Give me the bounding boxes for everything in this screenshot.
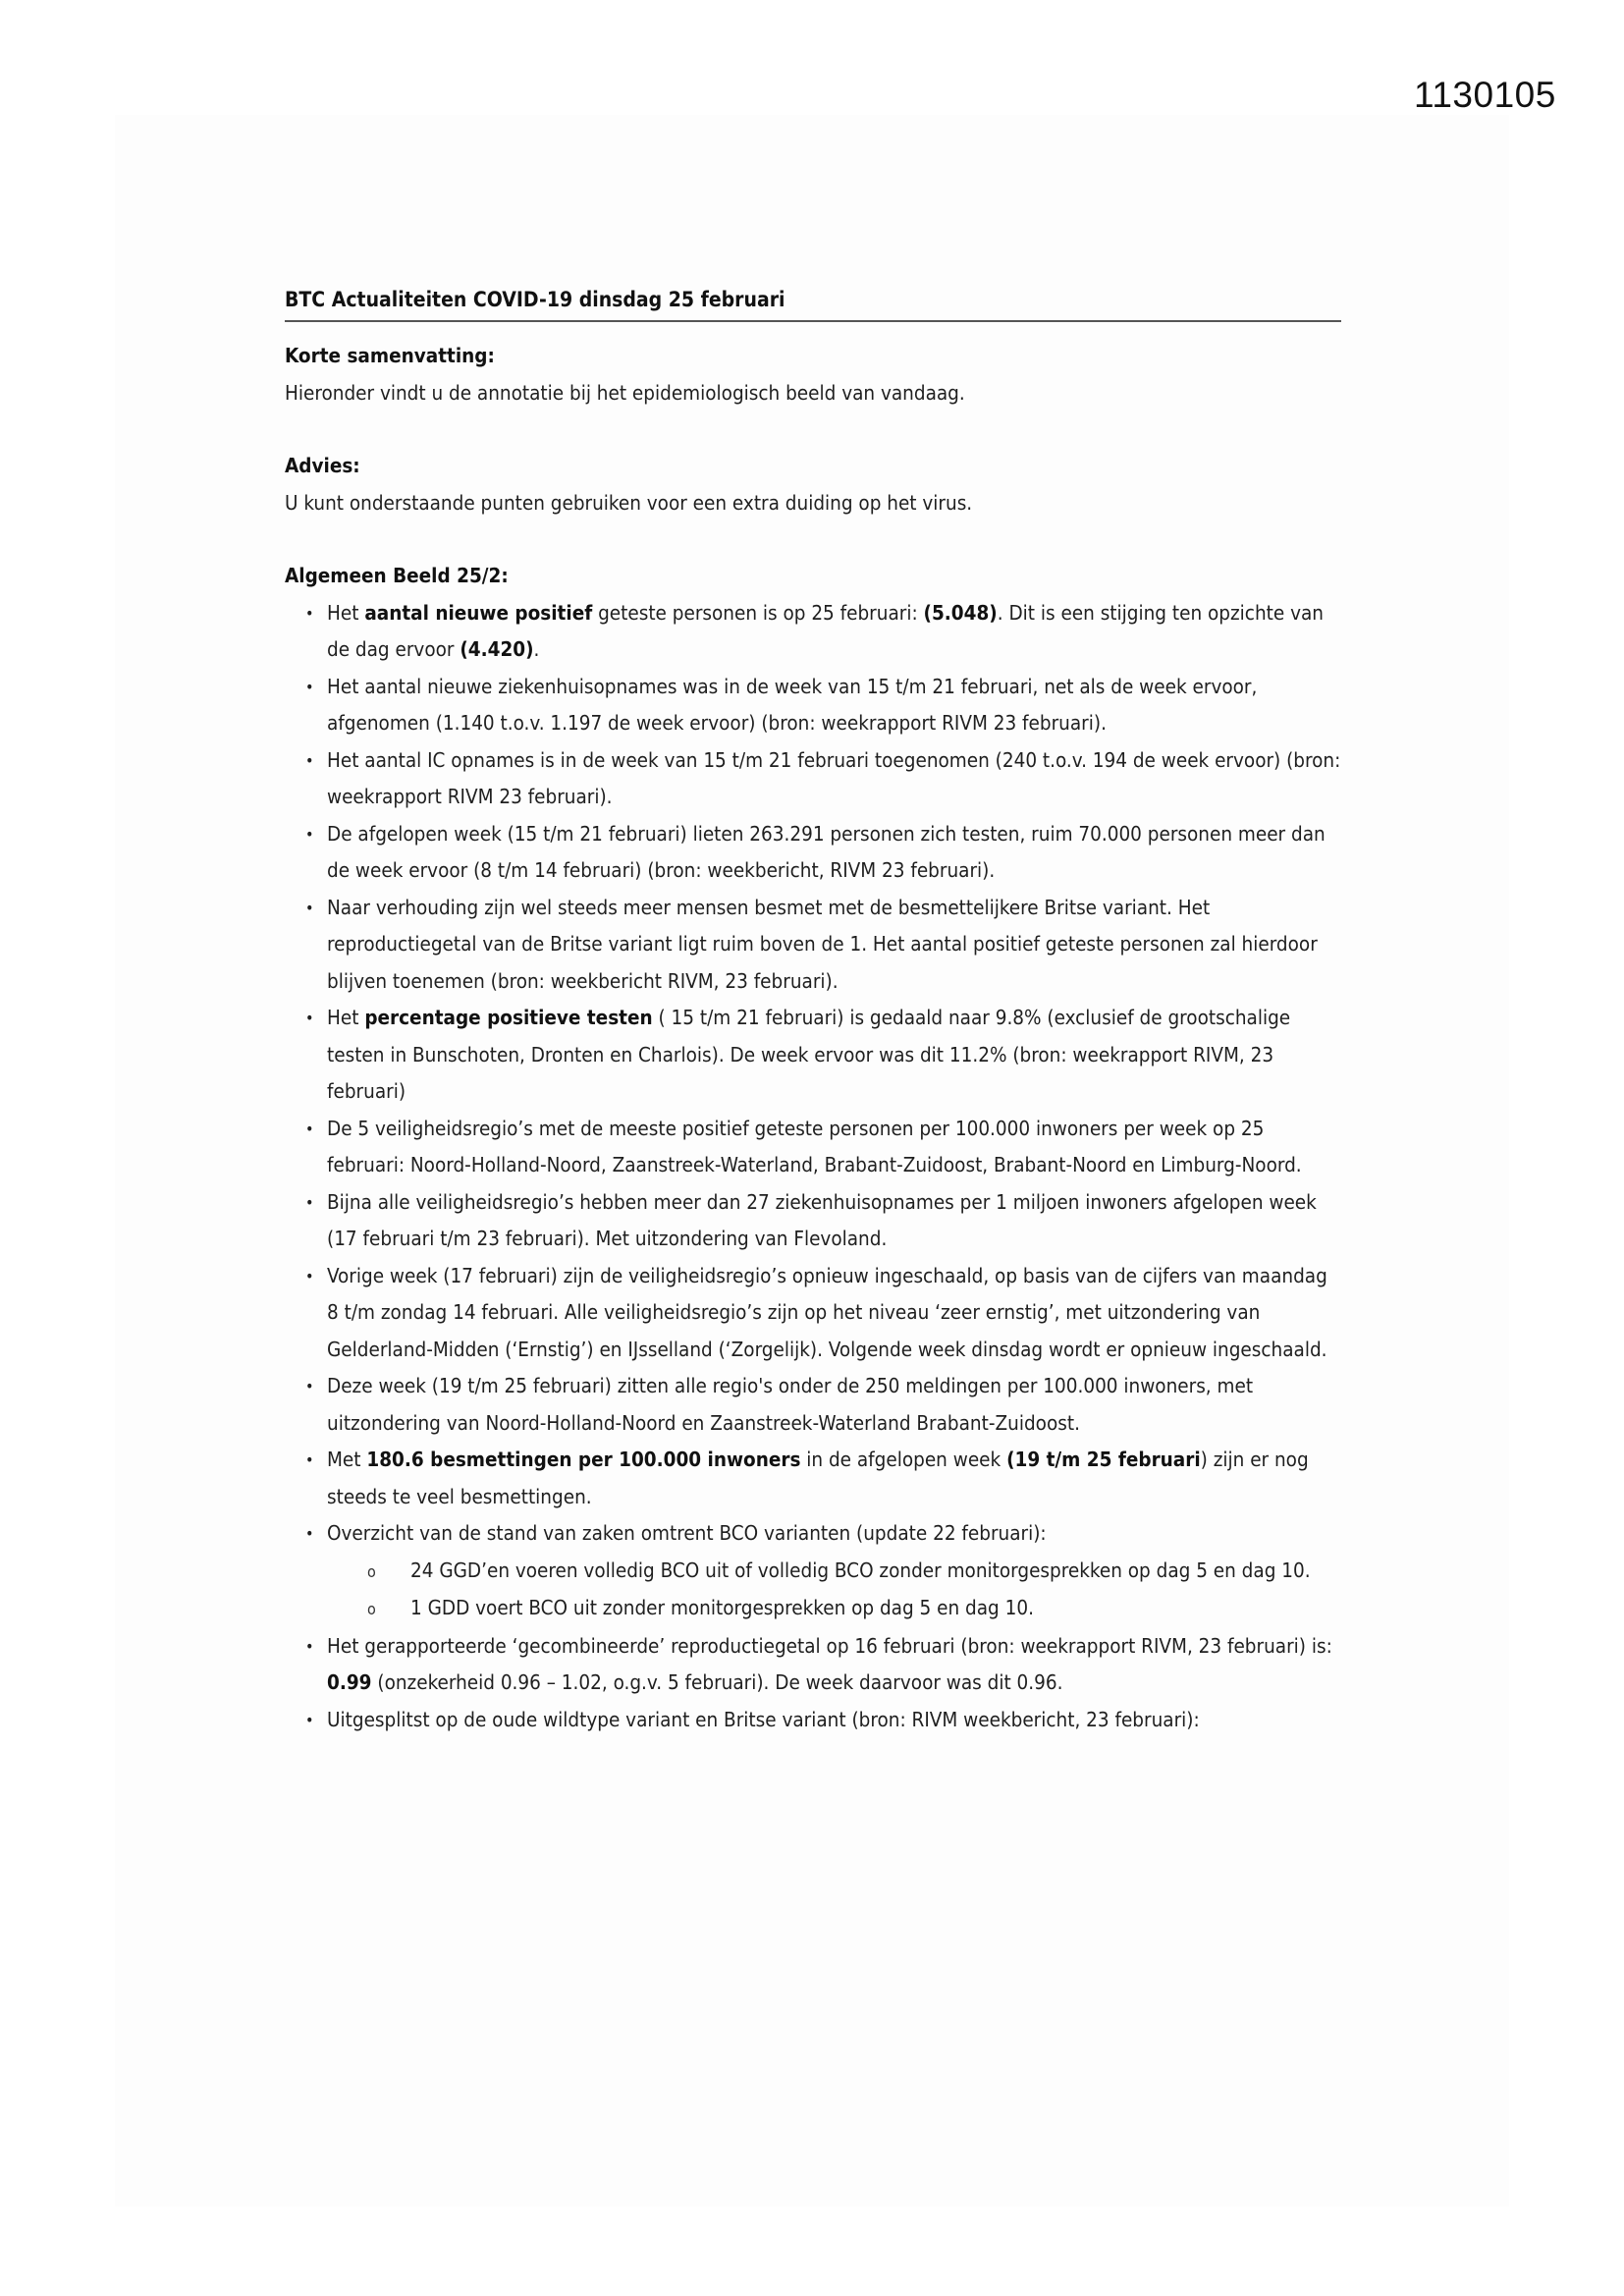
list-item-hospital-admissions: • Het aantal nieuwe ziekenhuisopnames was in de week van 15 t/m 21 februari, net als de week ervoor, afgenomen (1.140 t.o.v. 1.197 de week ervoor) (bron: weekrapport RIVM 23 februari). bbox=[285, 669, 1341, 742]
general-bullet-list bbox=[285, 595, 1341, 1739]
summary-heading: Korte samenvatting: bbox=[285, 344, 495, 367]
list-item-british-variant: • Naar verhouding zijn wel steeds meer mensen besmet met de besmettelijkere Britse variant. Het reproductiegetal van de Britse variant ligt ruim boven de 1. Het aantal positief geteste personen zal hierdoor blijven toenemen (bron: weekbericht RIVM, 23 februari). bbox=[285, 890, 1341, 1001]
advice-text: U kunt onderstaande punten gebruiken voor een extra duiding op het virus. bbox=[285, 490, 973, 515]
bullet-icon: • bbox=[305, 1266, 314, 1285]
list-item-infection-rate: • Met 180.6 besmettingen per 100.000 inwoners in de afgelopen week (19 t/m 25 februari) zijn er nog steeds te veel besmettingen. bbox=[285, 1442, 1341, 1515]
list-item-bco-overview: • Overzicht van de stand van zaken omtrent BCO varianten (update 22 februari): o 24 GGD’en voeren volledig BCO uit of volledig BCO zonder monitorgesprekken op dag 5 en dag 10. o 1 GDD voert BCO uit zonder monitorgesprekken op dag 5 en dag 10. bbox=[285, 1515, 1341, 1628]
spacer bbox=[285, 411, 1341, 448]
sub-list-item: o 24 GGD’en voeren volledig BCO uit of volledig BCO zonder monitorgesprekken op dag 5 en dag 10. bbox=[285, 1553, 1341, 1591]
bullet-icon: • bbox=[305, 603, 314, 623]
circle-bullet-icon: o bbox=[367, 1561, 376, 1581]
list-item-top-regions: • De 5 veiligheidsregio’s met de meeste positief geteste personen per 100.000 inwoners per week op 25 februari: Noord-Holland-Noord, Zaanstreek-Waterland, Brabant-Zuidoost, Brabant-Noord en Limburg-Noord. bbox=[285, 1111, 1341, 1184]
bullet-icon: • bbox=[305, 898, 314, 917]
list-item-regions-admissions: • Bijna alle veiligheidsregio’s hebben meer dan 27 ziekenhuisopnames per 1 miljoen inwoners afgelopen week (17 februari t/m 23 februari). Met uitzondering van Flevoland. bbox=[285, 1184, 1341, 1258]
bullet-icon: • bbox=[305, 1119, 314, 1138]
circle-bullet-icon: o bbox=[367, 1600, 376, 1618]
bullet-icon: • bbox=[305, 1710, 314, 1729]
list-item-tests: • De afgelopen week (15 t/m 21 februari) lieten 263.291 personen zich testen, ruim 70.000 personen meer dan de week ervoor (8 t/m 14 februari) (bron: weekbericht, RIVM 23 februari). bbox=[285, 816, 1341, 890]
list-item-regions-under-250: • Deze week (19 t/m 25 februari) zitten alle regio's onder de 250 meldingen per 100.000 inwoners, met uitzondering van Noord-Holland-Noord en Zaanstreek-Waterland Brabant-Zuidoost. bbox=[285, 1368, 1341, 1442]
bullet-icon: • bbox=[305, 1377, 314, 1395]
sub-list-item: o 1 GDD voert BCO uit zonder monitorgesprekken op dag 5 en dag 10. bbox=[285, 1590, 1341, 1628]
bullet-icon: • bbox=[305, 1524, 314, 1543]
bco-sub-list bbox=[285, 1553, 1341, 1628]
spacer bbox=[285, 521, 1341, 558]
general-heading: Algemeen Beeld 25/2: bbox=[285, 564, 509, 587]
list-item-positive-percentage: • Het percentage positieve testen ( 15 t/m 21 februari) is gedaald naar 9.8% (exclusief de grootschalige testen in Bunschoten, Dronten en Charlois). De week ervoor was dit 11.2% (bron: weekrapport RIVM, 23 februari) bbox=[285, 1000, 1341, 1111]
document-title: BTC Actualiteiten COVID-19 dinsdag 25 februari bbox=[285, 285, 1341, 322]
bullet-icon: • bbox=[305, 750, 314, 770]
bullet-icon: • bbox=[305, 1450, 314, 1469]
bullet-icon: • bbox=[305, 824, 314, 844]
summary-text: Hieronder vindt u de annotatie bij het epidemiologisch beeld van vandaag. bbox=[285, 380, 965, 405]
advice-heading: Advies: bbox=[285, 454, 360, 477]
list-item-ic-admissions: • Het aantal IC opnames is in de week van 15 t/m 21 februari toegenomen (240 t.o.v. 194 de week ervoor) (bron: weekrapport RIVM 23 februari). bbox=[285, 742, 1341, 816]
list-item-reproduction-number: • Het gerapporteerde ‘gecombineerde’ reproductiegetal op 16 februari (bron: weekrapport RIVM, 23 februari) is: 0.99 (onzekerheid 0.96 – 1.02, o.g.v. 5 februari). De week daarvoor was dit 0.96. bbox=[285, 1628, 1341, 1702]
list-item-region-levels: • Vorige week (17 februari) zijn de veiligheidsregio’s opnieuw ingeschaald, op basis van de cijfers van maandag 8 t/m zondag 14 februari. Alle veiligheidsregio’s zijn op het niveau ‘zeer ernstig’, met uitzondering van Gelderland-Midden (‘Ernstig’) en IJsselland (‘Zorgelijk). Volgende week dinsdag wordt er opnieuw ingeschaald. bbox=[285, 1258, 1341, 1369]
document-number: 1130105 bbox=[1414, 75, 1556, 115]
list-item-new-positive: • Het aantal nieuwe positief geteste personen is op 25 februari: (5.048). Dit is een stijging ten opzichte van de dag ervoor (4.420). bbox=[285, 595, 1341, 669]
bullet-icon: • bbox=[305, 1636, 314, 1656]
document-body bbox=[285, 285, 1341, 1738]
bullet-icon: • bbox=[305, 1192, 314, 1212]
list-item-variant-split: • Uitgesplitst op de oude wildtype variant en Britse variant (bron: RIVM weekbericht, 23 februari): bbox=[285, 1702, 1341, 1739]
bullet-icon: • bbox=[305, 1009, 314, 1027]
bullet-icon: • bbox=[305, 677, 314, 696]
